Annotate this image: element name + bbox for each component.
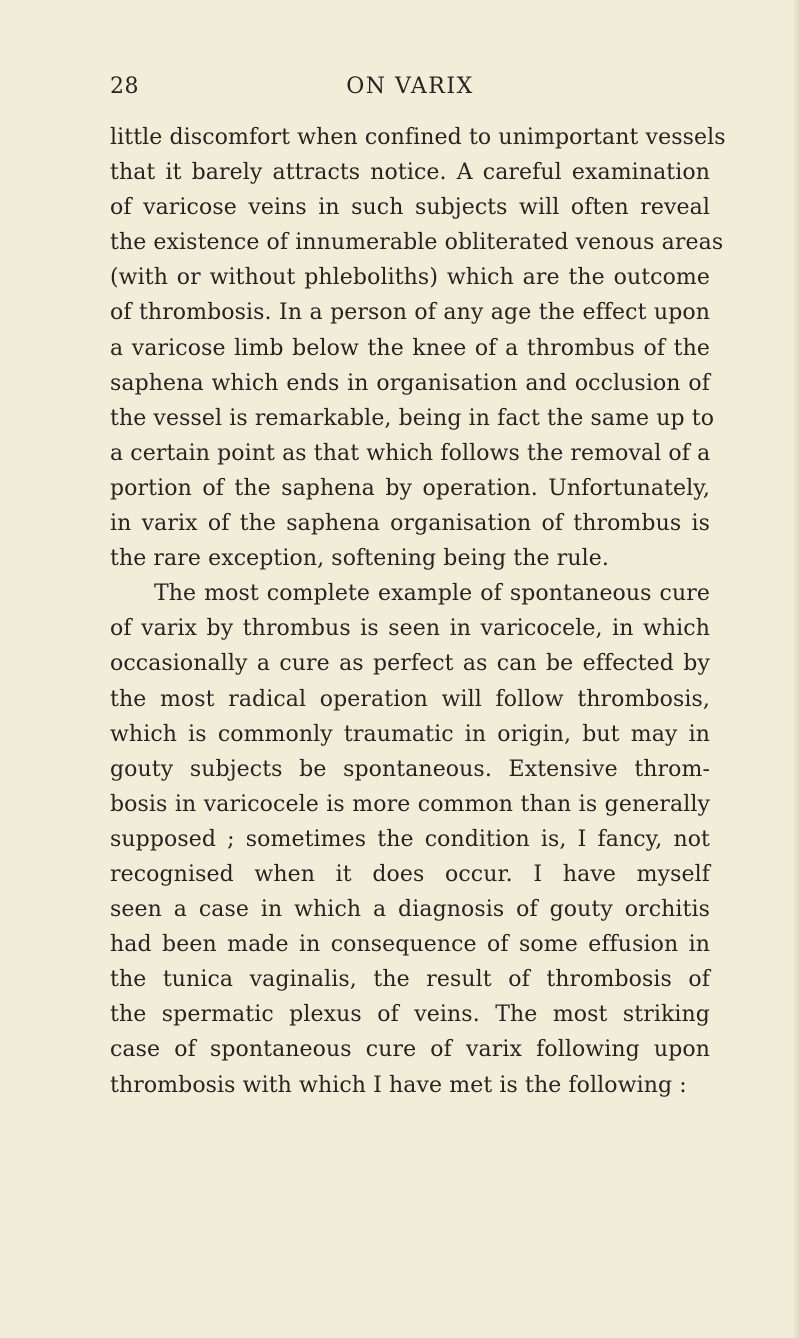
text-line: a varicose limb below the knee of a thrombus of the bbox=[110, 335, 710, 361]
text-line: supposed ; sometimes the condition is, I fancy, not bbox=[110, 826, 710, 852]
running-title: ON VARIX bbox=[346, 74, 474, 99]
text-line: (with or without phleboliths) which are the outcome bbox=[110, 265, 710, 291]
paragraph-end-line: thrombosis with which I have met is the following : bbox=[110, 1072, 687, 1098]
page-edge-shadow bbox=[792, 0, 800, 1338]
paragraph-end-line: the rare exception, softening being the rule. bbox=[110, 546, 609, 572]
text-line: in varix of the saphena organisation of thrombus is bbox=[110, 511, 710, 537]
text-line: saphena which ends in organisation and occlusion of bbox=[110, 370, 710, 396]
text-line: the most radical operation will follow thrombosis, bbox=[110, 686, 710, 712]
running-head bbox=[110, 70, 710, 104]
text-line: the vessel is remarkable, being in fact the same up to bbox=[110, 405, 715, 431]
text-line: of varicose veins in such subjects will often reveal bbox=[110, 195, 710, 221]
text-line: bosis in varicocele is more common than is generally bbox=[110, 791, 710, 817]
text-line: seen a case in which a diagnosis of gouty orchitis bbox=[110, 897, 710, 923]
text-line: that it barely attracts notice. A careful examination bbox=[110, 160, 710, 186]
text-line: portion of the saphena by operation. Unfortunately, bbox=[110, 475, 710, 501]
text-line: gouty subjects be spontaneous. Extensive throm- bbox=[110, 756, 710, 782]
text-line: little discomfort when confined to unimportant vessels bbox=[110, 125, 726, 150]
text-line: the tunica vaginalis, the result of thrombosis of bbox=[110, 967, 710, 993]
text-line: of thrombosis. In a person of any age the effect upon bbox=[110, 300, 710, 326]
text-line: recognised when it does occur. I have myself bbox=[110, 861, 710, 887]
page-number: 28 bbox=[110, 74, 139, 99]
text-line: a certain point as that which follows the removal of a bbox=[110, 440, 711, 466]
text-line: the existence of innumerable obliterated venous areas bbox=[110, 230, 724, 256]
text-line: of varix by thrombus is seen in varicocele, in which bbox=[110, 616, 710, 642]
text-line: case of spontaneous cure of varix following upon bbox=[110, 1037, 710, 1063]
text-line: had been made in consequence of some effusion in bbox=[110, 932, 710, 958]
paragraph-start-line: The most complete example of spontaneous cure bbox=[154, 581, 710, 607]
text-line: the spermatic plexus of veins. The most striking bbox=[110, 1002, 710, 1028]
text-line: which is commonly traumatic in origin, but may in bbox=[110, 721, 710, 747]
text-line: occasionally a cure as perfect as can be effected by bbox=[110, 651, 710, 677]
body-text bbox=[110, 120, 726, 1103]
